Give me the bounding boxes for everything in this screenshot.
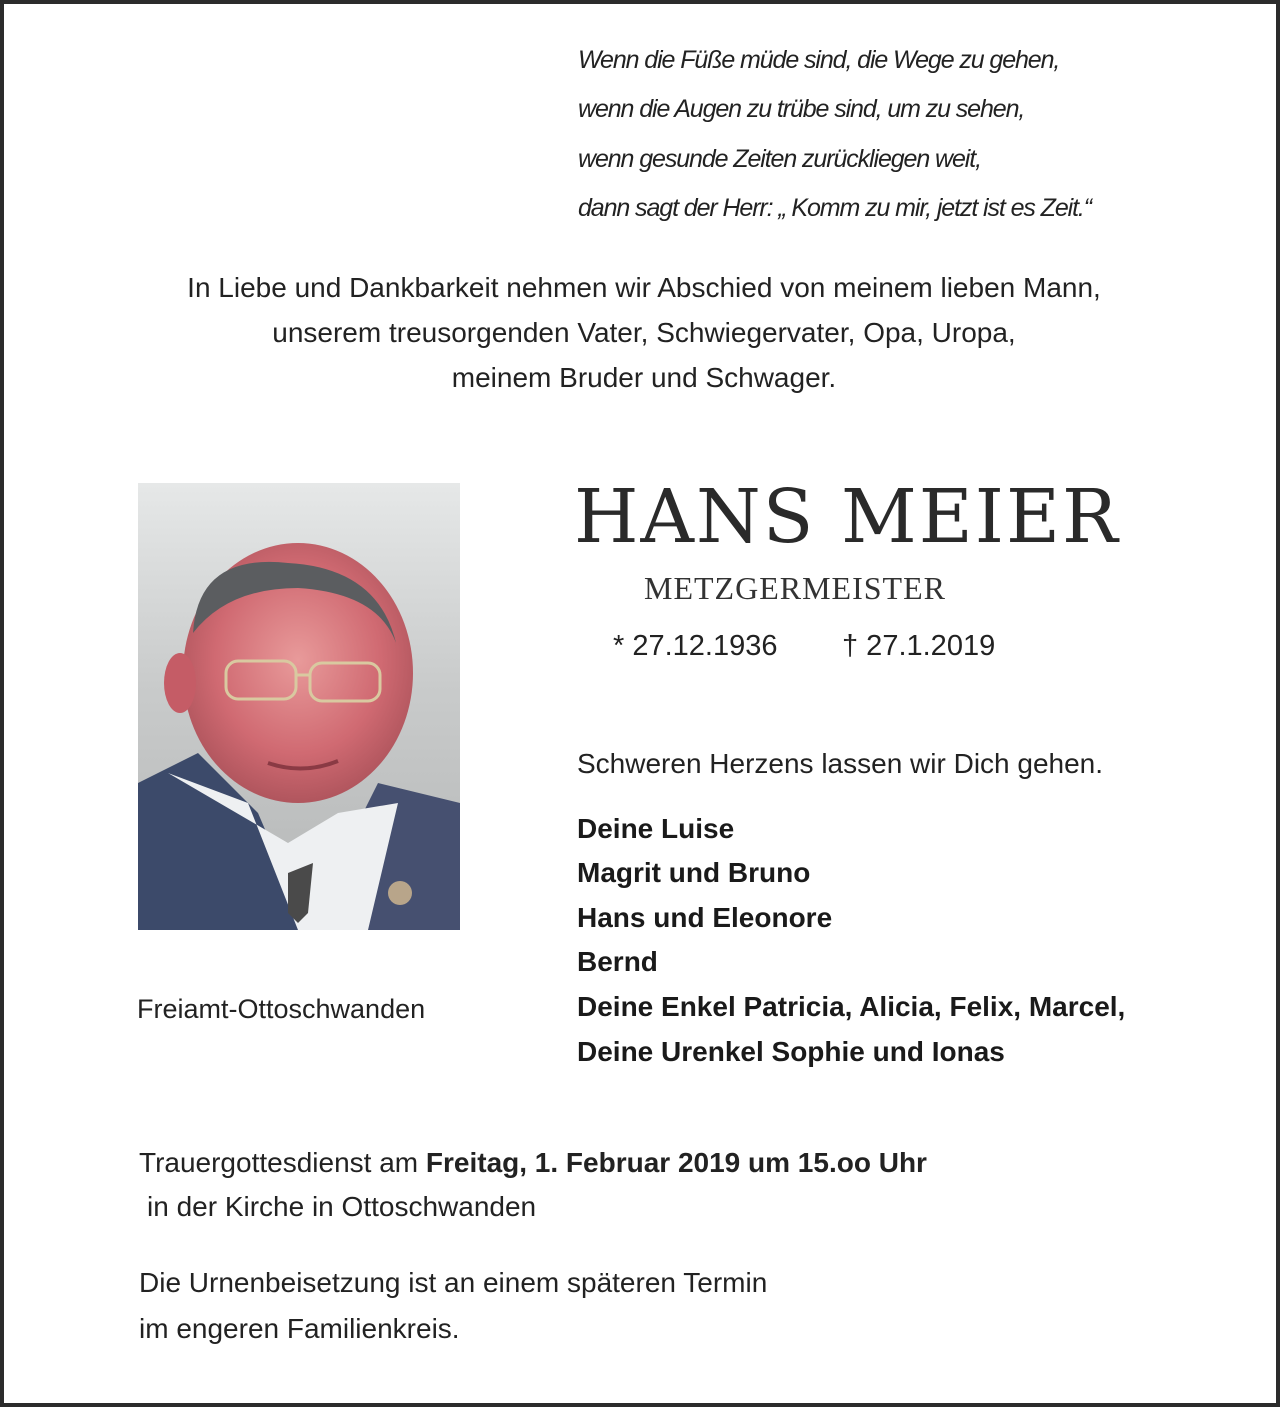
burial-line: Die Urnenbeisetzung ist an einem späteren Termin: [139, 1267, 768, 1298]
poem-line: wenn gesunde Zeiten zurückliegen weit,: [578, 145, 981, 173]
family-line: Deine Luise: [577, 813, 735, 844]
service-line: [139, 1147, 927, 1179]
family-line: Deine Urenkel Sophie und Ionas: [577, 1036, 1005, 1067]
poem-line: wenn die Augen zu trübe sind, um zu sehen,: [578, 95, 1025, 123]
family-line: Magrit und Bruno: [577, 857, 811, 888]
intro-line: In Liebe und Dankbarkeit nehmen wir Abschied von meinem lieben Mann,: [187, 272, 1101, 303]
deceased-profession: METZGERMEISTER: [644, 570, 946, 606]
death-date: † 27.1.2019: [842, 630, 996, 662]
burial-line: im engeren Familienkreis.: [139, 1313, 460, 1344]
portrait-photo: [138, 483, 460, 930]
family-line: Hans und Eleonore: [577, 902, 833, 933]
service-prefix: Trauergottesdienst am: [139, 1147, 426, 1178]
location-text: Freiamt-Ottoschwanden: [137, 994, 426, 1024]
intro-line: meinem Bruder und Schwager.: [451, 362, 837, 393]
service-place: in der Kirche in Ottoschwanden: [147, 1191, 537, 1222]
poem-line: Wenn die Füße müde sind, die Wege zu gehen,: [578, 46, 1060, 74]
intro-line: unserem treusorgenden Vater, Schwiegervater, Opa, Uropa,: [272, 317, 1016, 348]
birth-date: * 27.12.1936: [613, 630, 778, 662]
farewell-text: Schweren Herzens lassen wir Dich gehen.: [577, 748, 1104, 779]
service-datetime: Freitag, 1. Februar 2019 um 15.oo Uhr: [425, 1147, 927, 1178]
deceased-name: HANS MEIER: [574, 474, 1120, 560]
family-line: Deine Enkel Patricia, Alicia, Felix, Marcel,: [577, 991, 1126, 1022]
poem-line: dann sagt der Herr: „ Komm zu mir, jetzt ist es Zeit.“: [578, 194, 1091, 222]
family-line: Bernd: [577, 946, 658, 977]
